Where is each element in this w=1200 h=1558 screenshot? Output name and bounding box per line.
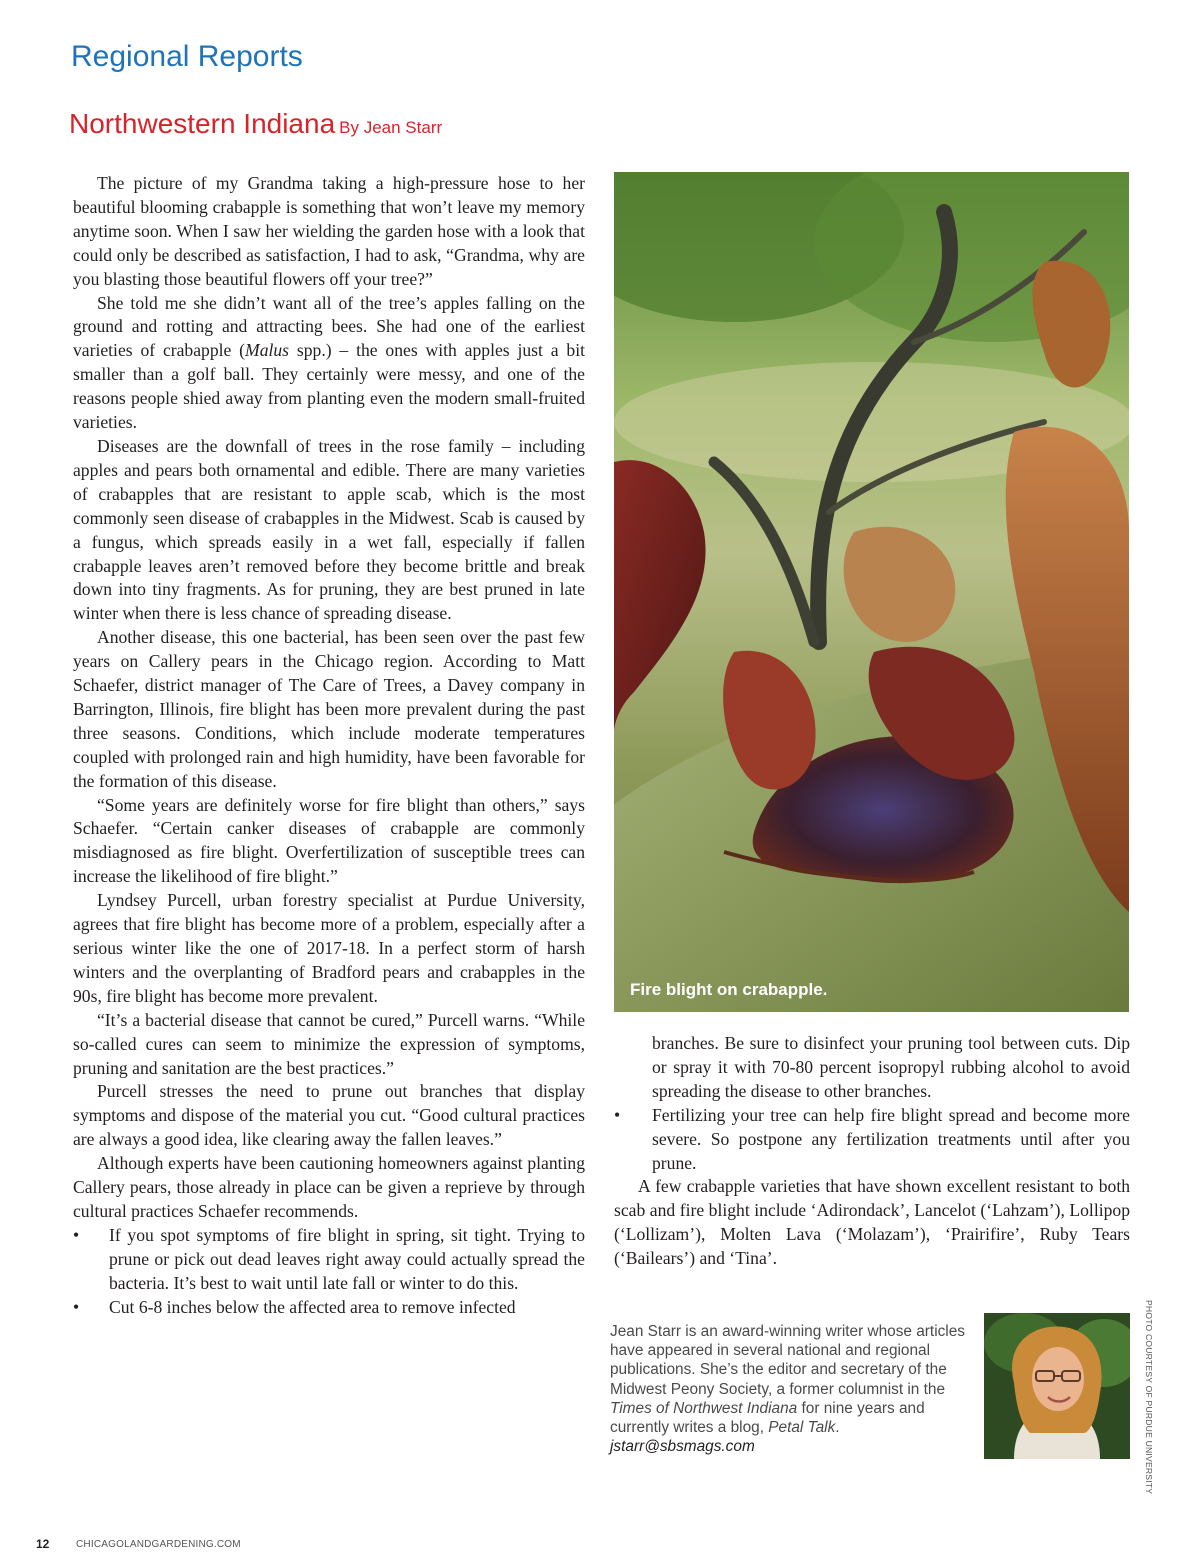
byline: By Jean Starr <box>339 118 443 137</box>
page-number: 12 <box>36 1537 50 1551</box>
fire-blight-photo <box>614 172 1129 1012</box>
body-column-left <box>73 172 585 1320</box>
paragraph: Purcell stresses the need to prune out branches that display symptoms and dispose of the material you cut. “Good cultural practices are always a good idea, like clearing away the fallen leaves.” <box>73 1081 585 1150</box>
photo-caption: Fire blight on crabapple. <box>630 980 828 999</box>
section-title: Regional Reports <box>71 40 303 73</box>
article-title-text: Northwestern Indiana <box>69 108 336 139</box>
author-email: jstarr@sbsmags.com <box>610 1438 755 1456</box>
paragraph: Although experts have been cautioning homeowners against planting Callery pears, those already in place can be given a reprieve by through cultural practices Schaefer recommends. <box>73 1153 585 1221</box>
list-item: • Fertilizing your tree can help fire blight spread and become more severe. So postpone any fertilization treatments until after you prune. <box>614 1104 1130 1173</box>
paragraph: “Some years are definitely worse for fire blight than others,” says Schaefer. “Certain canker diseases of crabapple are commonly misdiagnosed as fire blight. Overfertilization of susceptible trees can increase the likelihood of fire blight.” <box>73 794 585 887</box>
site-url: CHICAGOLANDGARDENING.COM <box>76 1539 241 1550</box>
author-bio: Jean Starr is an award-winning writer whose articles have appeared in several national and regional publications. She’s the editor and secretary of the Midwest Peony Society, a former columnist in the Times of Northwest Indiana for nine years and currently writes a blog, Petal Talk. jstarr@sbsmags.com <box>610 1322 970 1456</box>
article-title <box>69 108 442 140</box>
bullet-glyph: • <box>614 1104 621 1125</box>
paragraph: “It’s a bacterial disease that cannot be cured,” Purcell warns. “While so-called cures can seem to minimize the expression of symptoms, pruning and sanitation are the best practices.” <box>73 1009 585 1078</box>
author-portrait <box>984 1313 1130 1459</box>
tips-list <box>73 1224 585 1320</box>
list-item: • If you spot symptoms of fire blight in spring, sit tight. Trying to prune or pick out dead leaves right away could actually spread the bacteria. It’s best to wait until late fall or winter to do this. <box>73 1224 585 1293</box>
paragraph: A few crabapple varieties that have shown excellent resistant to both scab and fire blight include ‘Adirondack’, Lancelot (‘Lahzam’), Lollipop (‘Lollizam’), Molten Lava (‘Molazam’), ‘Prairifire’, Ruby Tears (‘Bailears’) and ‘Tina’. <box>614 1176 1130 1269</box>
paragraph: The picture of my Grandma taking a high-pressure hose to her beautiful blooming crabapple is something that won’t leave my memory anytime soon. When I saw her wielding the garden hose with a look that could only be described as satisfaction, I had to ask, “Grandma, why are you blasting those beautiful flowers off your tree?” <box>73 173 585 289</box>
list-item: • Cut 6-8 inches below the affected area to remove infected <box>73 1296 585 1320</box>
paragraph: Diseases are the downfall of trees in the rose family – including apples and pears both ornamental and edible. There are many varieties of crabapples that are resistant to apple scab, which is the most commonly seen disease of crabapples in the Midwest. Scab is caused by a fungus, which spreads easily in a wet fall, especially if fallen crabapple leaves aren’t removed before they become brittle and break down into tiny fragments. As for pruning, they are best pruned in late winter when there is less chance of spreading disease. <box>73 435 585 624</box>
bullet-glyph: • <box>73 1224 80 1245</box>
photo-credit: PHOTO COURTESY OF PURDUE UNIVERSITY <box>1144 1300 1154 1495</box>
tips-list-continued <box>614 1104 1130 1176</box>
list-item-continuation: branches. Be sure to disinfect your pruning tool between cuts. Dip or spray it with 70-80 percent isopropyl rubbing alcohol to avoid spreading the disease to other branches. <box>652 1033 1130 1101</box>
paragraph: She told me she didn’t want all of the tree’s apples falling on the ground and rotting and attracting bees. She had one of the earliest varieties of crabapple (Malus spp.) – the ones with apples just a bit smaller than a golf ball. They certainly were messy, and one of the reasons people shied away from planting even the modern small-fruited varieties. <box>73 292 585 433</box>
bullet-glyph: • <box>73 1296 80 1317</box>
body-column-right <box>614 1032 1130 1271</box>
paragraph: Lyndsey Purcell, urban forestry specialist at Purdue University, agrees that fire blight has become more of a problem, especially after a serious winter like the one of 2017-18. In a perfect storm of harsh winters and the overplanting of Bradford pears and crabapples in the 90s, fire blight has become more prevalent. <box>73 890 585 1006</box>
paragraph: Another disease, this one bacterial, has been seen over the past few years on Callery pears in the Chicago region. According to Matt Schaefer, district manager of The Care of Trees, a Davey company in Barrington, Illinois, fire blight has been more prevalent during the past three seasons. Conditions, which include moderate temperatures coupled with prolonged rain and high humidity, have been favorable for the formation of this disease. <box>73 627 585 791</box>
